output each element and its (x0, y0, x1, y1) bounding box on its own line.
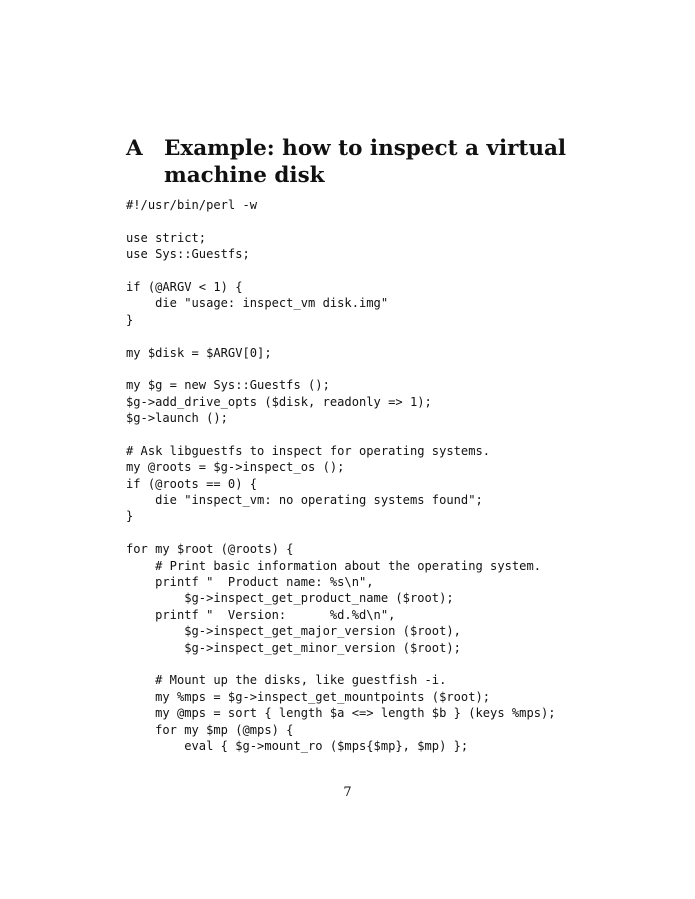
code-line: printf " Product name: %s\n", (126, 574, 374, 589)
code-line: die "usage: inspect_vm disk.img" (126, 296, 389, 311)
code-line: if (@ARGV < 1) { (126, 279, 243, 294)
code-line: my @roots = $g->inspect_os (); (126, 460, 345, 475)
code-line: # Ask libguestfs to inspect for operating systems. (126, 443, 491, 458)
code-listing (126, 197, 596, 754)
code-line: } (126, 312, 134, 327)
code-line (126, 213, 596, 229)
code-line (126, 328, 596, 344)
section-letter: A (126, 136, 143, 161)
code-line: # Mount up the disks, like guestfish -i. (126, 673, 447, 688)
code-line: my %mps = $g->inspect_get_mountpoints ($root); (126, 689, 491, 704)
code-line: for my $root (@roots) { (126, 542, 294, 557)
code-line: $g->inspect_get_minor_version ($root); (126, 640, 461, 655)
code-line: } (126, 509, 134, 524)
code-line: my $disk = $ARGV[0]; (126, 345, 272, 360)
code-line: use strict; (126, 230, 207, 245)
code-line: die "inspect_vm: no operating systems found"; (126, 493, 483, 508)
code-line: for my $mp (@mps) { (126, 722, 294, 737)
code-line: $g->inspect_get_product_name ($root); (126, 591, 454, 606)
code-line: # Print basic information about the operating system. (126, 558, 542, 573)
code-line: my $g = new Sys::Guestfs (); (126, 378, 330, 393)
code-line (126, 361, 596, 377)
code-line (126, 525, 596, 541)
code-line (126, 656, 596, 672)
page-number: 7 (343, 785, 352, 800)
code-line (126, 426, 596, 442)
section-heading (126, 135, 596, 189)
code-line: if (@roots == 0) { (126, 476, 258, 491)
section-title: Example: how to inspect a virtual machine disk (164, 136, 567, 188)
code-line: use Sys::Guestfs; (126, 247, 250, 262)
code-line: $g->add_drive_opts ($disk, readonly => 1); (126, 394, 432, 409)
code-line: eval { $g->mount_ro ($mps{$mp}, $mp) }; (126, 738, 469, 753)
code-line: $g->inspect_get_major_version ($root), (126, 624, 461, 639)
code-line: printf " Version: %d.%d\n", (126, 607, 396, 622)
code-line: #!/usr/bin/perl -w (126, 198, 258, 212)
code-line (126, 263, 596, 279)
code-line: $g->launch (); (126, 411, 228, 426)
code-line: my @mps = sort { length $a <=> length $b } (keys %mps); (126, 706, 556, 721)
